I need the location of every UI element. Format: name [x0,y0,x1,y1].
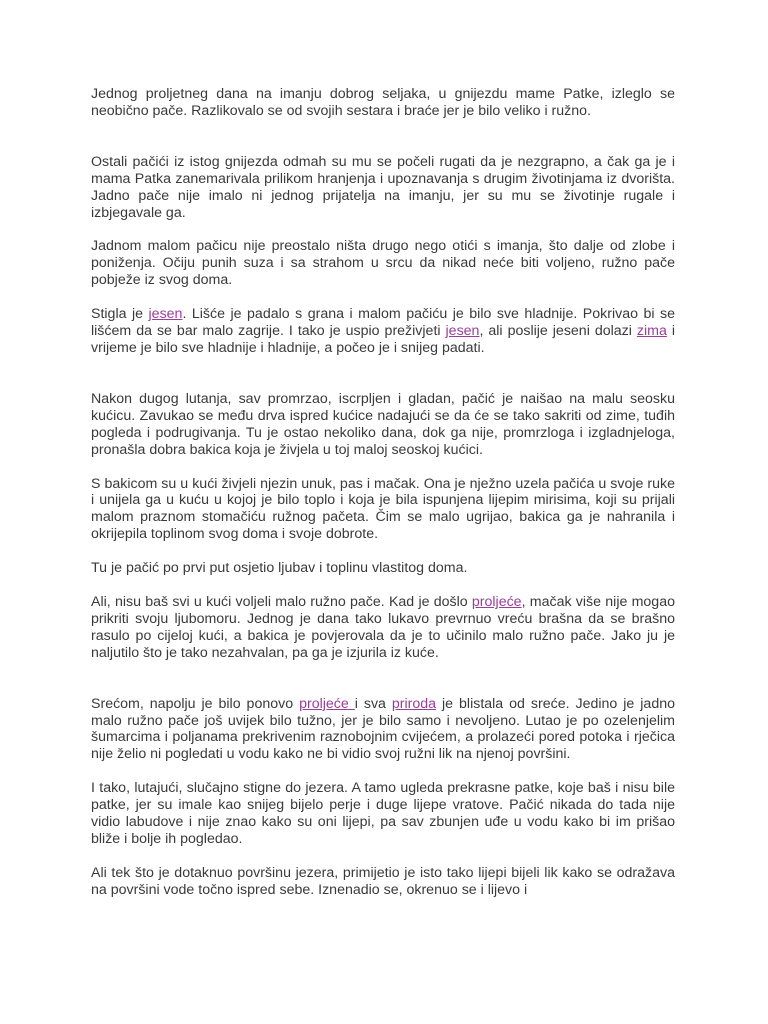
paragraph-1 [91,86,675,120]
paragraph-7 [91,560,675,577]
link-proljece-2[interactable]: proljeće [299,695,355,712]
paragraph-9 [91,696,675,764]
link-jesen-2[interactable]: jesen [445,323,480,340]
paragraph-text: Nakon dugog lutanja, sav promrzao, iscrpljen i gladan, pačić je naišao na malu seosku kućicu. Zavukao se među drva ispred kućice nadajući se da će se tako sakriti od zime, tuđih pogleda i podrugivanja. Tu je ostao nekoliko dana, dok ga nije, promrzloga i izgladnjeloga, pronašla dobra bakica koja je živjela u toj maloj seoskoj kućici. [91,390,675,458]
paragraph-8 [91,594,675,662]
paragraph-text: Jadnom malom pačicu nije preostalo ništa drugo nego otići s imanja, što dalje od zlobe i poniženja. Očiju punih suza i sa strahom u srcu da nikad neće biti voljeno, ružno pače pobježe iz svog doma. [91,238,675,289]
paragraph-10 [91,780,675,848]
document-page [91,86,675,899]
paragraph-text: i sva [354,695,392,712]
paragraph-text: je blistala od sreće. Jedino je jadno malo ružno pače još uvijek bilo tužno, jer je bilo samo i nevoljeno. Lutao je po ozelenjelim šumarcima i poljanama prekrivenim raznobojnim cvijećem, a prolazeći pored potoka i rječica nije želio ni pogledati u vodu kako ne bi vidio svoj ružni lik na njenoj površini. [91,695,675,763]
paragraph-text: . Lišće je padalo s grana i malom pačiću je bilo sve hladnije. Pokrivao bi se lišćem da se bar malo zagrije. I tako je uspio preživjeti [91,306,675,340]
paragraph-6 [91,476,675,544]
link-zima[interactable]: zima [636,323,667,340]
link-priroda[interactable]: priroda [391,695,437,712]
link-proljece[interactable]: proljeće [471,594,522,611]
paragraph-text: Srećom, napolju je bilo ponovo [91,695,300,712]
paragraph-5 [91,391,675,459]
paragraph-text: Jednog proljetneg dana na imanju dobrog seljaka, u gnijezdu mame Patke, izleglo se neobično pače. Razlikovalo se od svojih sestara i braće jer je bilo veliko i ružno. [91,86,675,119]
paragraph-4 [91,306,675,357]
paragraph-text: Stigla je [91,306,149,323]
paragraph-text: Ali, nisu baš svi u kući voljeli malo ružno pače. Kad je došlo [91,594,472,611]
link-jesen[interactable]: jesen [148,306,183,323]
paragraph-3 [91,238,675,289]
paragraph-text: i vrijeme je bilo sve hladnije i hladnije, a počeo je i snijeg padati. [91,323,675,356]
paragraph-11 [91,865,675,899]
paragraph-text: Ostali pačići iz istog gnijezda odmah su mu se počeli rugati da je nezgrapno, a čak ga je i mama Patka zanemarivala prilikom hranjenja i upoznavanja s drugim životinjama iz dvorišta. Jadno pače nije imalo ni jednog prijatelja na imanju, jer su mu se životinje rugale i izbjegavale ga. [91,153,675,221]
paragraph-text: , ali poslije jeseni dolazi [479,323,637,340]
paragraph-2 [91,154,675,222]
paragraph-text: S bakicom su u kući živjeli njezin unuk, pas i mačak. Ona je nježno uzela pačića u svoje ruke i unijela ga u kuću u kojoj je bilo toplo i koja je bila ispunjena lijepim mirisima, koji su prijali malom praznom stomačiću ružnog pačeta. Čim se malo ugrijao, bakica ga je nahranila i okrijepila toplinom svog doma i svoje dobrote. [91,475,675,543]
paragraph-text: Tu je pačić po prvi put osjetio ljubav i toplinu vlastitog doma. [91,560,468,577]
paragraph-text: I tako, lutajući, slučajno stigne do jezera. A tamo ugleda prekrasne patke, koje baš i nisu bile patke, jer su imale kao snijeg bijelo perje i duge lijepe vratove. Pačić nikada do tada nije vidio labudove i nije znao kako su oni lijepi, pa sav zbunjen uđe u vodu kako bi im prišao bliže i bolje ih pogledao. [91,780,675,847]
paragraph-text: Ali tek što je dotaknuo površinu jezera, primijetio je isto tako lijepi bijeli lik kako se odražava na površini vode točno ispred sebe. Iznenadio se, okrenuo se i lijevo i [91,864,675,898]
paragraph-text: , mačak više nije mogao prikriti svoju ljubomoru. Jednog je dana tako lukavo prevrnuo vreću brašna da se brašno rasulo po cijeloj kući, a bakica je povjerovala da je to učinilo malo ružno pače. Jako ju je naljutilo što je tako nezahvalan, pa ga je izjurila iz kuće. [91,594,675,661]
